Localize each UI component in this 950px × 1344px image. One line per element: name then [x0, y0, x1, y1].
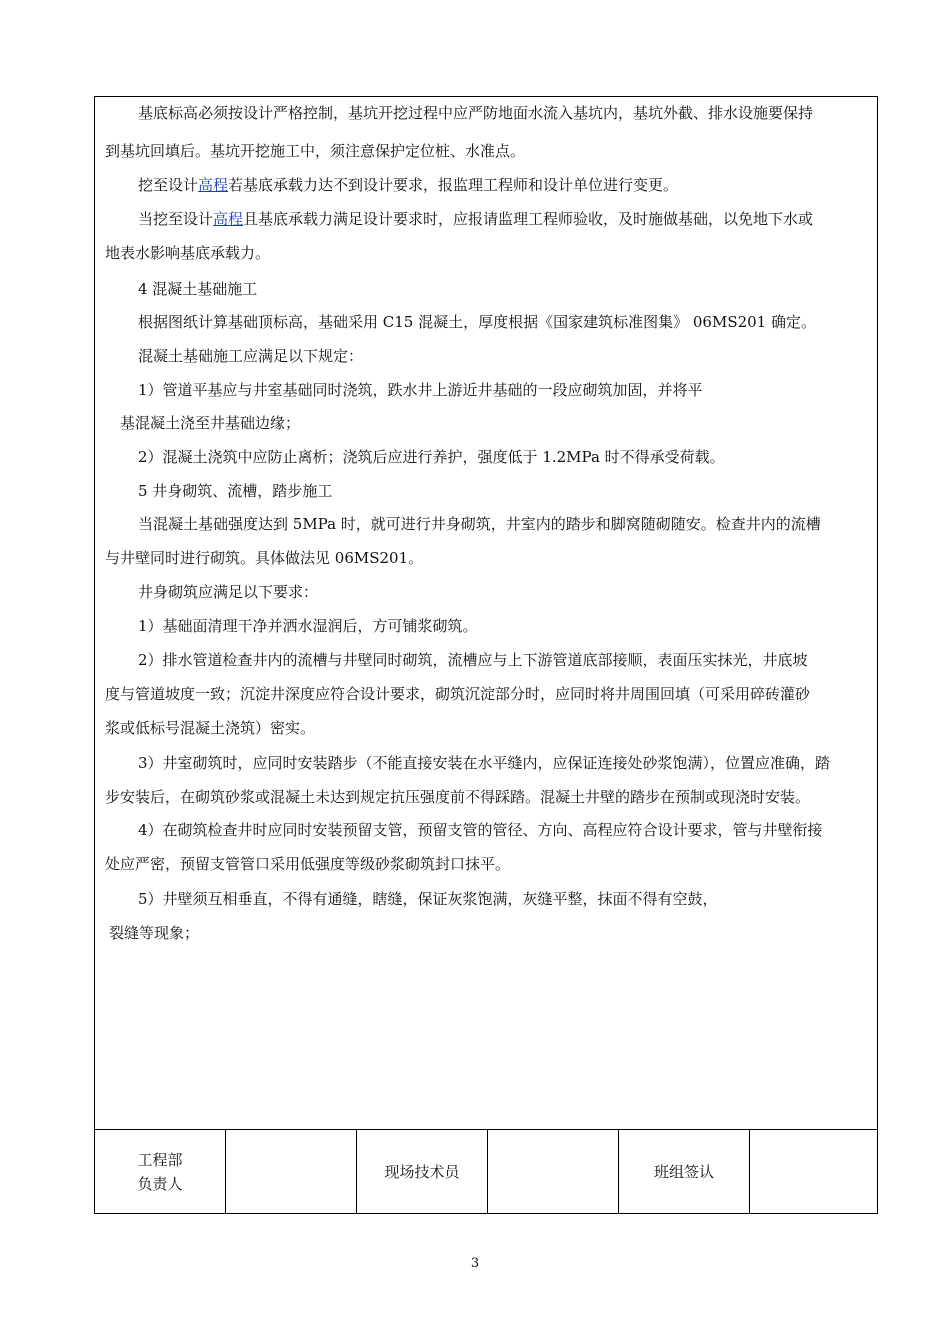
- text-line: 1）管道平基应与井室基础同时浇筑，跌水井上游近井基础的一段应砌筑加固，并将平: [138, 381, 703, 399]
- site-technician-label: 现场技术员: [357, 1130, 488, 1213]
- elevation-link[interactable]: 高程: [213, 210, 244, 228]
- text-line: 到基坑回填后。基坑开挖施工中，须注意保护定位桩、水准点。: [105, 142, 526, 160]
- elevation-link[interactable]: 高程: [198, 176, 229, 194]
- section-heading: 4 混凝土基础施工: [138, 280, 258, 298]
- team-confirmation-label: 班组签认: [619, 1130, 750, 1213]
- text-line: 裂缝等现象；: [109, 924, 200, 942]
- document-table: [94, 96, 878, 1214]
- text-line: 当混凝土基础强度达到 5MPa 时，就可进行井身砌筑，井室内的踏步和脚窝随砌随安。检查井内的流槽: [138, 515, 821, 533]
- engineering-head-label: [95, 1130, 226, 1213]
- text-line: 与井壁同时进行砌筑。具体做法见 06MS201。: [105, 549, 424, 567]
- text-line: 2）排水管道检查井内的流槽与井壁同时砌筑，流槽应与上下游管道底部接顺，表面压实抹光，井底坡: [138, 651, 808, 669]
- body-cell: [95, 97, 879, 1129]
- text-line: 2）混凝土浇筑中应防止离析；浇筑后应进行养护，强度低于 1.2MPa 时不得承受荷载。: [138, 448, 725, 466]
- text-line: 基混凝土浇至井基础边缘；: [120, 414, 301, 432]
- text-line: 井身砌筑应满足以下要求：: [138, 583, 319, 601]
- site-technician-signature-field[interactable]: [488, 1130, 619, 1213]
- text-segment: 当挖至设计: [138, 210, 214, 228]
- text-line: [138, 209, 813, 229]
- text-line: 浆或低标号混凝土浇筑）密实。: [105, 719, 316, 737]
- text-line: 5）井壁须互相垂直，不得有通缝，瞎缝，保证灰浆饱满，灰缝平整，抹面不得有空鼓，: [138, 890, 718, 908]
- text-line: 步安装后，在砌筑砂浆或混凝土未达到规定抗压强度前不得踩踏。混凝土井壁的踏步在预制或现浇时安装。: [105, 788, 811, 806]
- section-heading: 5 井身砌筑、流槽，踏步施工: [138, 482, 333, 500]
- text-line: 处应严密，预留支管管口采用低强度等级砂浆砌筑封口抹平。: [105, 855, 511, 873]
- label-line: 工程部: [137, 1150, 183, 1169]
- text-line: [138, 175, 678, 195]
- text-line: 根据图纸计算基础顶标高，基础采用 C15 混凝土，厚度根据《国家建筑标准图集》 06MS201 确定。: [138, 313, 816, 331]
- text-line: 1）基础面清理干净并洒水湿润后，方可铺浆砌筑。: [138, 617, 478, 635]
- text-line: 3）井室砌筑时，应同时安装踏步（不能直接安装在水平缝内，应保证连接处砂浆饱满），位置应准确，踏: [138, 754, 831, 772]
- engineering-head-signature-field[interactable]: [226, 1130, 357, 1213]
- text-line: 地表水影响基底承载力。: [105, 244, 271, 262]
- text-line: 度与管道坡度一致；沉淀井深度应符合设计要求，砌筑沉淀部分时，应同时将井周围回填（可采用碎砖灌砂: [105, 685, 811, 703]
- signature-row: [95, 1129, 877, 1213]
- text-line: 混凝土基础施工应满足以下规定：: [138, 347, 364, 365]
- label-line: 负责人: [137, 1174, 183, 1193]
- team-confirmation-signature-field[interactable]: [750, 1130, 877, 1213]
- page-number: 3: [470, 1256, 480, 1271]
- text-segment: 若基底承载力达不到设计要求，报监理工程师和设计单位进行变更。: [228, 176, 679, 194]
- text-line: 基底标高必须按设计严格控制，基坑开挖过程中应严防地面水流入基坑内，基坑外截、排水设施要保持: [138, 104, 814, 122]
- text-segment: 挖至设计: [138, 176, 199, 194]
- text-segment: 且基底承载力满足设计要求时，应报请监理工程师验收，及时施做基础，以免地下水或: [243, 210, 814, 228]
- text-line: 4）在砌筑检查井时应同时安装预留支管，预留支管的管径、方向、高程应符合设计要求，管与井壁衔接: [138, 821, 823, 839]
